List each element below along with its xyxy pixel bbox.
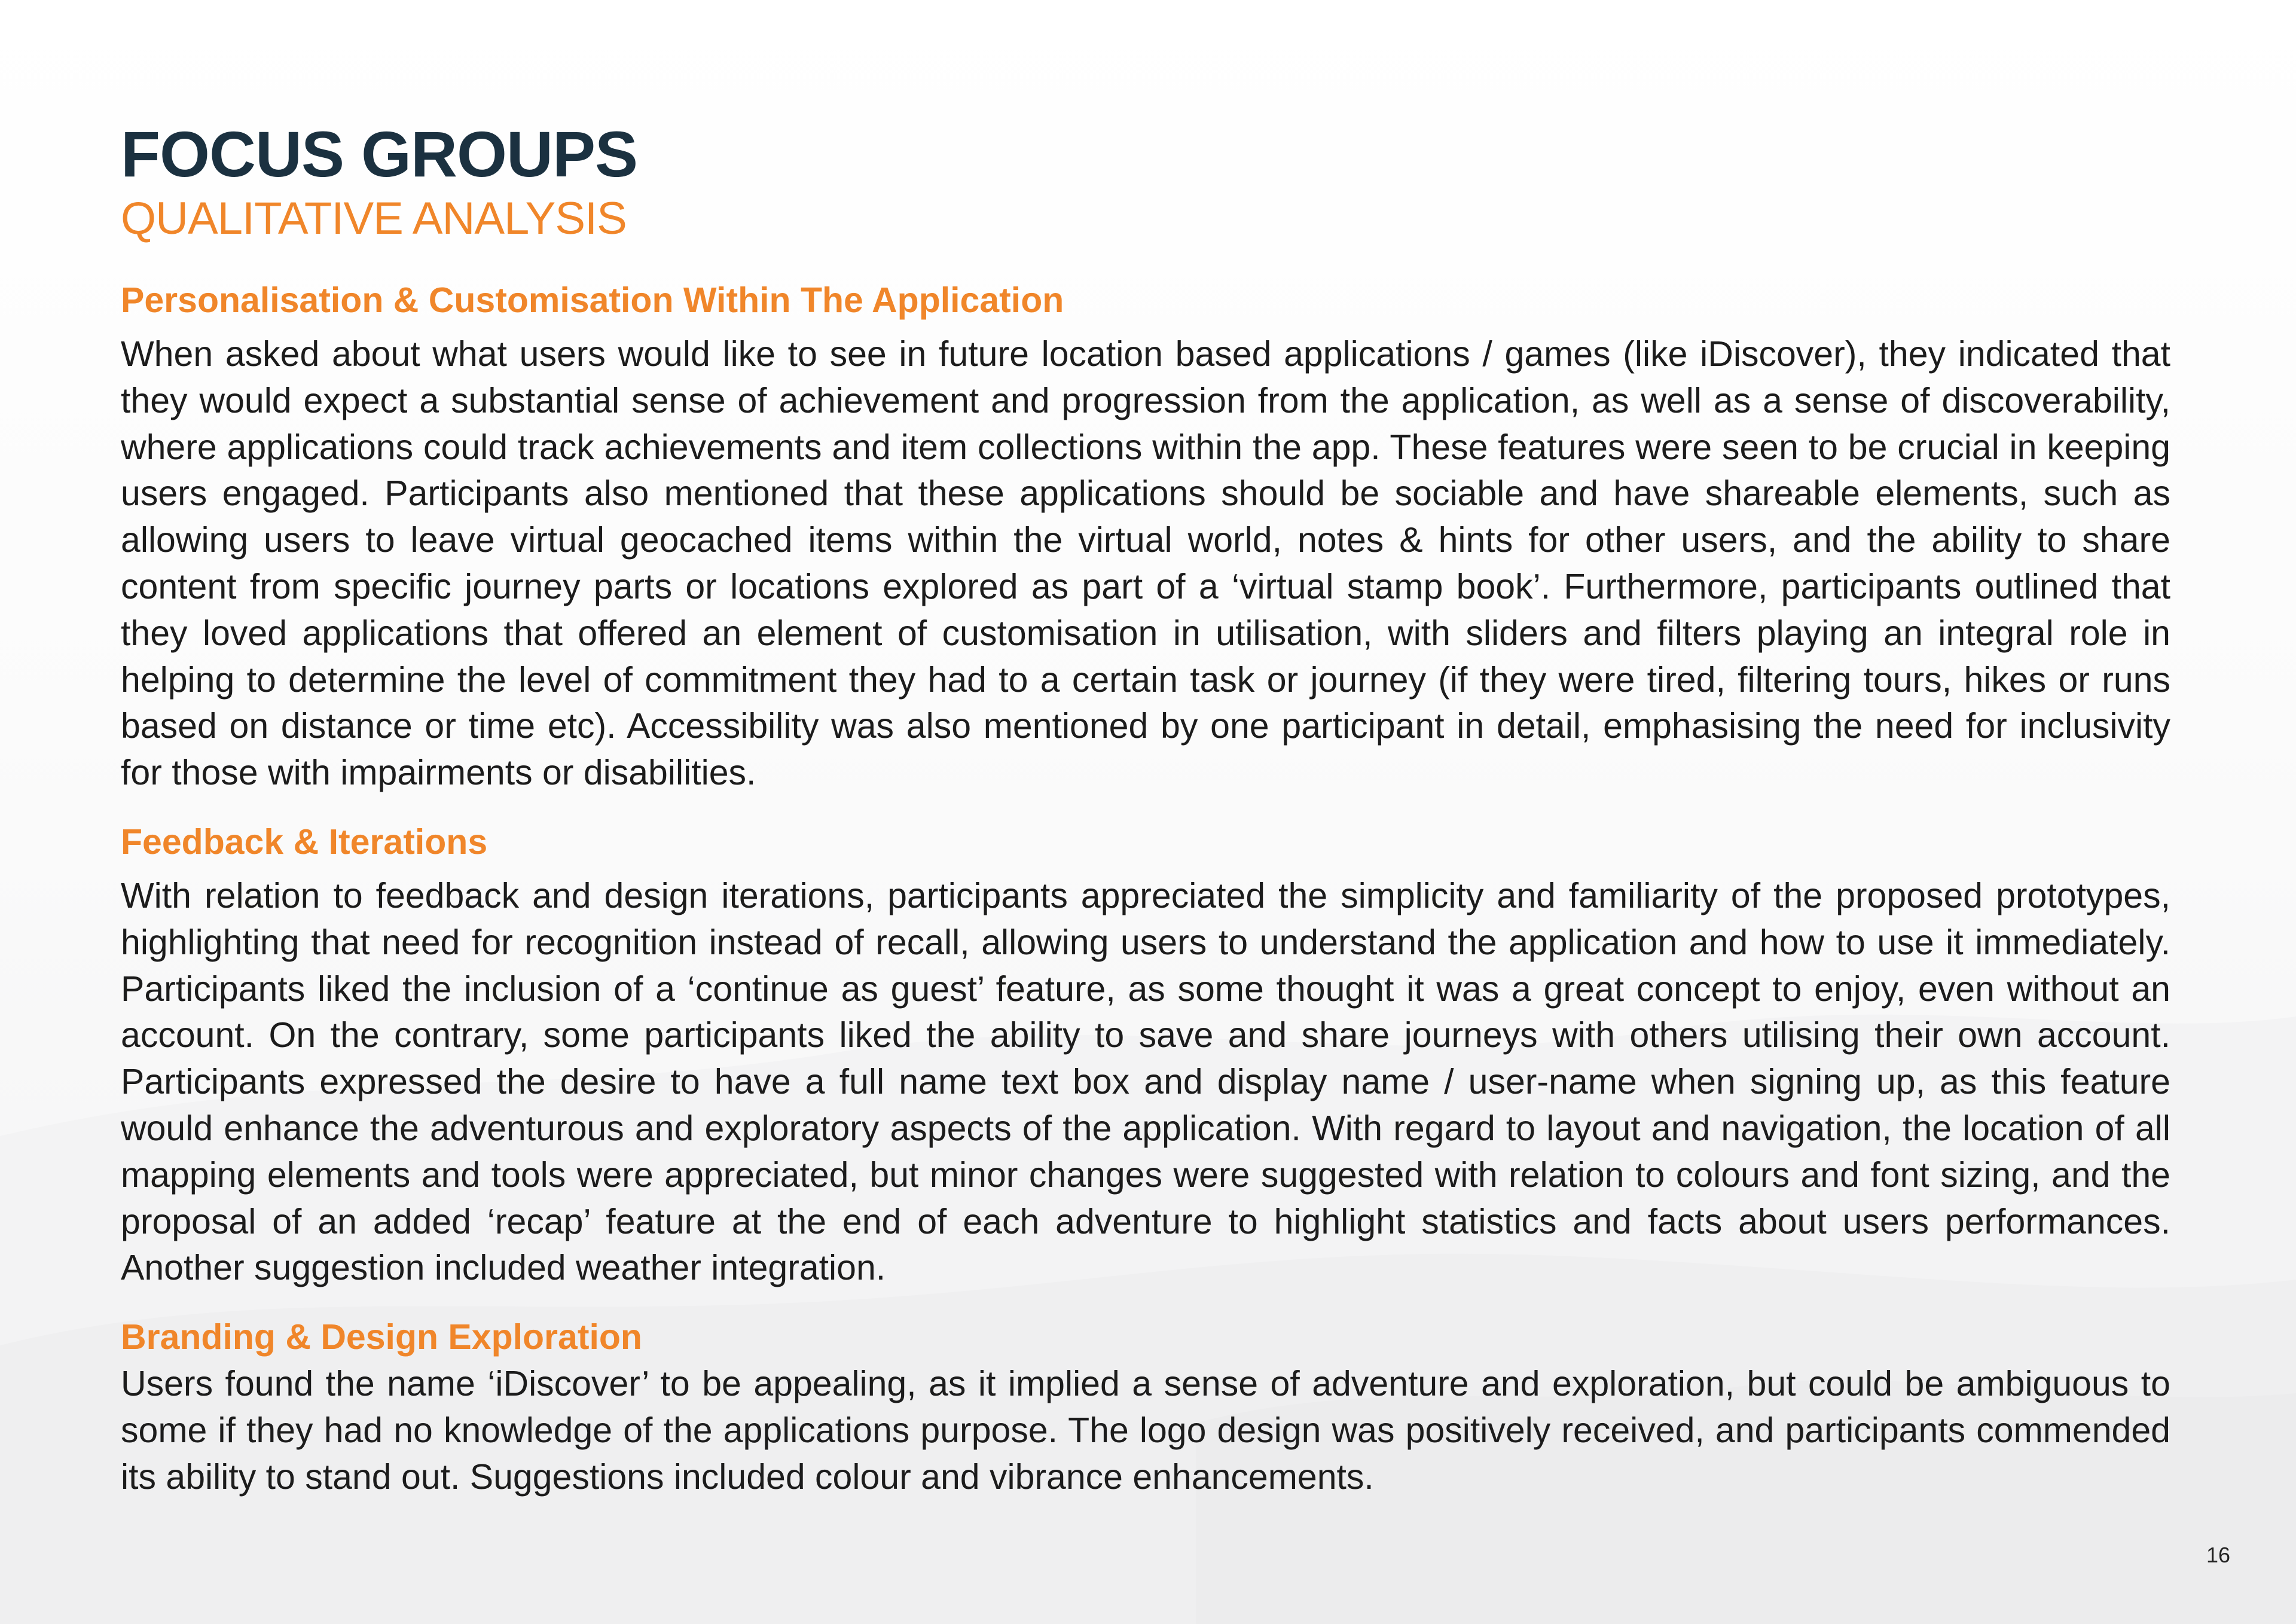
section-body: With relation to feedback and design iterations, participants appreciated the simplicity and familiarity of the proposed prototypes, highlighting that need for recognition instead of recall, allowing users to understand the application and how to use it immediately. Participants liked the inclusion of a ‘continue as guest’ feature, as some thought it was a great concept to enjoy, even without an account. On the contrary, some participants liked the ability to save and share journeys with others utilising their own account. Participants expressed the desire to have a full name text box and display name / user-name when signing up, as this feature would enhance the adventurous and exploratory aspects of the application. With regard to layout and navigation, the location of all mapping elements and tools were appreciated, but minor changes were suggested with relation to colours and font sizing, and the proposal of an added ‘recap’ feature at the end of each adventure to highlight statistics and facts about users performances. Another suggestion included weather integration. xyxy=(121,875,2170,1288)
section-branding xyxy=(121,1313,2170,1500)
section-heading: Feedback & Iterations xyxy=(121,822,488,862)
section-personalisation xyxy=(121,276,2170,796)
section-heading: Personalisation & Customisation Within The Application xyxy=(121,280,1064,320)
section-body: Users found the name ‘iDiscover’ to be appealing, as it implied a sense of adventure and exploration, but could be ambiguous to some if they had no knowledge of the applications purpose. The logo design was positively received, and participants commended its ability to stand out. Suggestions included colour and vibrance enhancements. xyxy=(121,1364,2170,1497)
page-title: FOCUS GROUPS xyxy=(121,118,638,190)
page-number: 16 xyxy=(2206,1543,2230,1567)
page-subtitle: QUALITATIVE ANALYSIS xyxy=(121,193,627,244)
section-heading: Branding & Design Exploration xyxy=(121,1317,642,1357)
page-content xyxy=(121,117,2170,1501)
section-feedback xyxy=(121,818,2170,1292)
section-body: When asked about what users would like to see in future location based applications / games (like iDiscover), they indicated that they would expect a substantial sense of achievement and progression from the application, as well as a sense of discoverability, where applications could track achievements and item collections within the app. These features were seen to be crucial in keeping users engaged. Participants also mentioned that these applications should be sociable and have shareable elements, such as allowing users to leave virtual geocached items within the virtual world, notes & hints for other users, and the ability to share content from specific journey parts or locations explored as part of a ‘virtual stamp book’. Furthermore, participants outlined that they loved applications that offered an element of customisation in utilisation, with sliders and filters playing an integral role in helping to determine the level of commitment they had to a certain task or journey (if they were tired, filtering tours, hikes or runs based on distance or time etc). Accessibility was also mentioned by one participant in detail, emphasising the need for inclusivity for those with impairments or disabilities. xyxy=(121,334,2170,793)
